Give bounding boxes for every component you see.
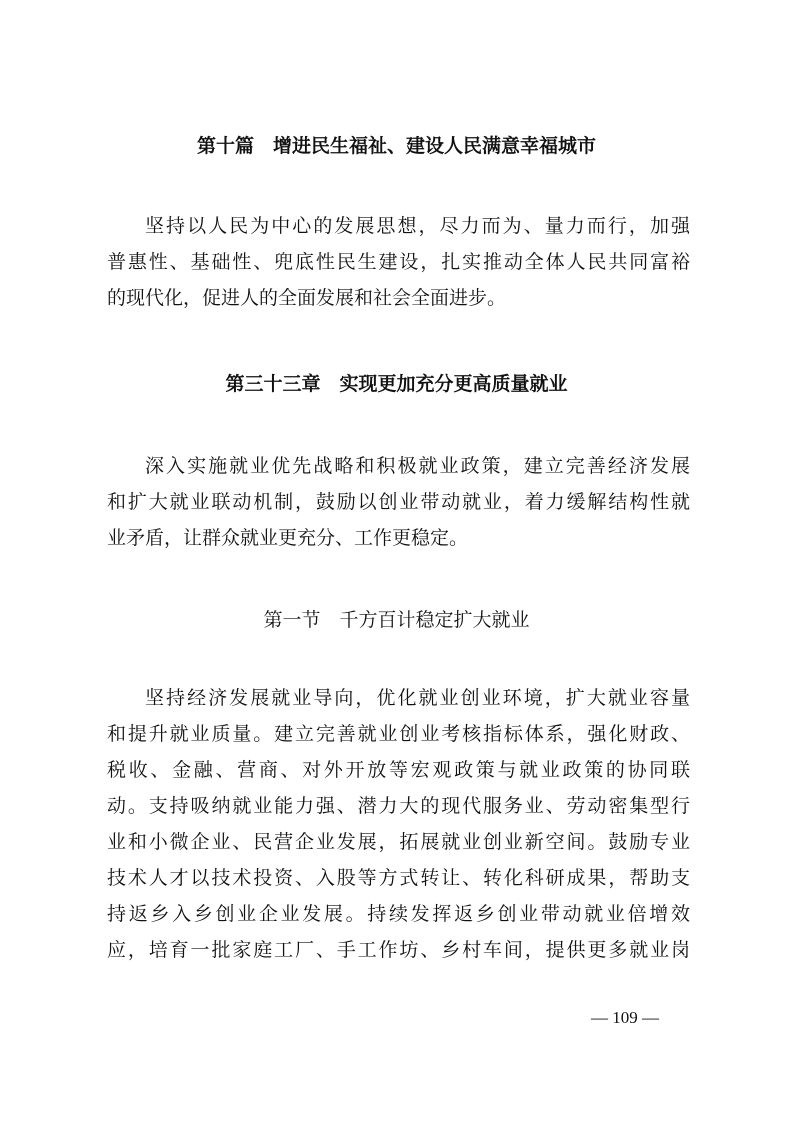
paragraph-line: 业和小微企业、民营企业发展，拓展就业创业新空间。鼓励专业 [107, 831, 690, 853]
paragraph-line: 坚持以人民为中心的发展思想，尽力而为、量力而行，加强 [145, 215, 690, 237]
paragraph-line: 普惠性、基础性、兜底性民生建设，扎实推动全体人民共同富裕 [107, 251, 690, 273]
part-title: 第十篇 增进民生福祉、建设人民满意幸福城市 [196, 135, 596, 157]
chapter-intro-paragraph [107, 448, 690, 556]
paragraph-line: 业矛盾，让群众就业更充分、工作更稳定。 [107, 527, 469, 549]
part-intro-paragraph [107, 208, 690, 316]
paragraph-line: 和扩大就业联动机制，鼓励以创业带动就业，着力缓解结构性就 [107, 491, 690, 513]
paragraph-line: 和提升就业质量。建立完善就业创业考核指标体系，强化财政、 [107, 723, 690, 745]
paragraph-line: 应，培育一批家庭工厂、手工作坊、乡村车间，提供更多就业岗 [107, 939, 690, 961]
section-body-paragraph [107, 680, 690, 968]
chapter-title: 第三十三章 实现更加充分更高质量就业 [225, 373, 568, 395]
paragraph-line: 技术人才以技术投资、入股等方式转让、转化科研成果，帮助支 [107, 867, 690, 889]
paragraph-line: 的现代化，促进人的全面发展和社会全面进步。 [107, 287, 507, 309]
paragraph-line: 税收、金融、营商、对外开放等宏观政策与就业政策的协同联 [107, 759, 690, 781]
paragraph-line: 坚持经济发展就业导向，优化就业创业环境，扩大就业容量 [145, 687, 690, 709]
paragraph-line: 动。支持吸纳就业能力强、潜力大的现代服务业、劳动密集型行 [107, 795, 690, 817]
page-number: — 109 — [591, 1008, 659, 1027]
paragraph-line: 深入实施就业优先战略和积极就业政策，建立完善经济发展 [145, 455, 690, 477]
section-title: 第一节 千方百计稳定扩大就业 [263, 609, 530, 631]
paragraph-line: 持返乡入乡创业企业发展。持续发挥返乡创业带动就业倍增效 [107, 903, 690, 925]
